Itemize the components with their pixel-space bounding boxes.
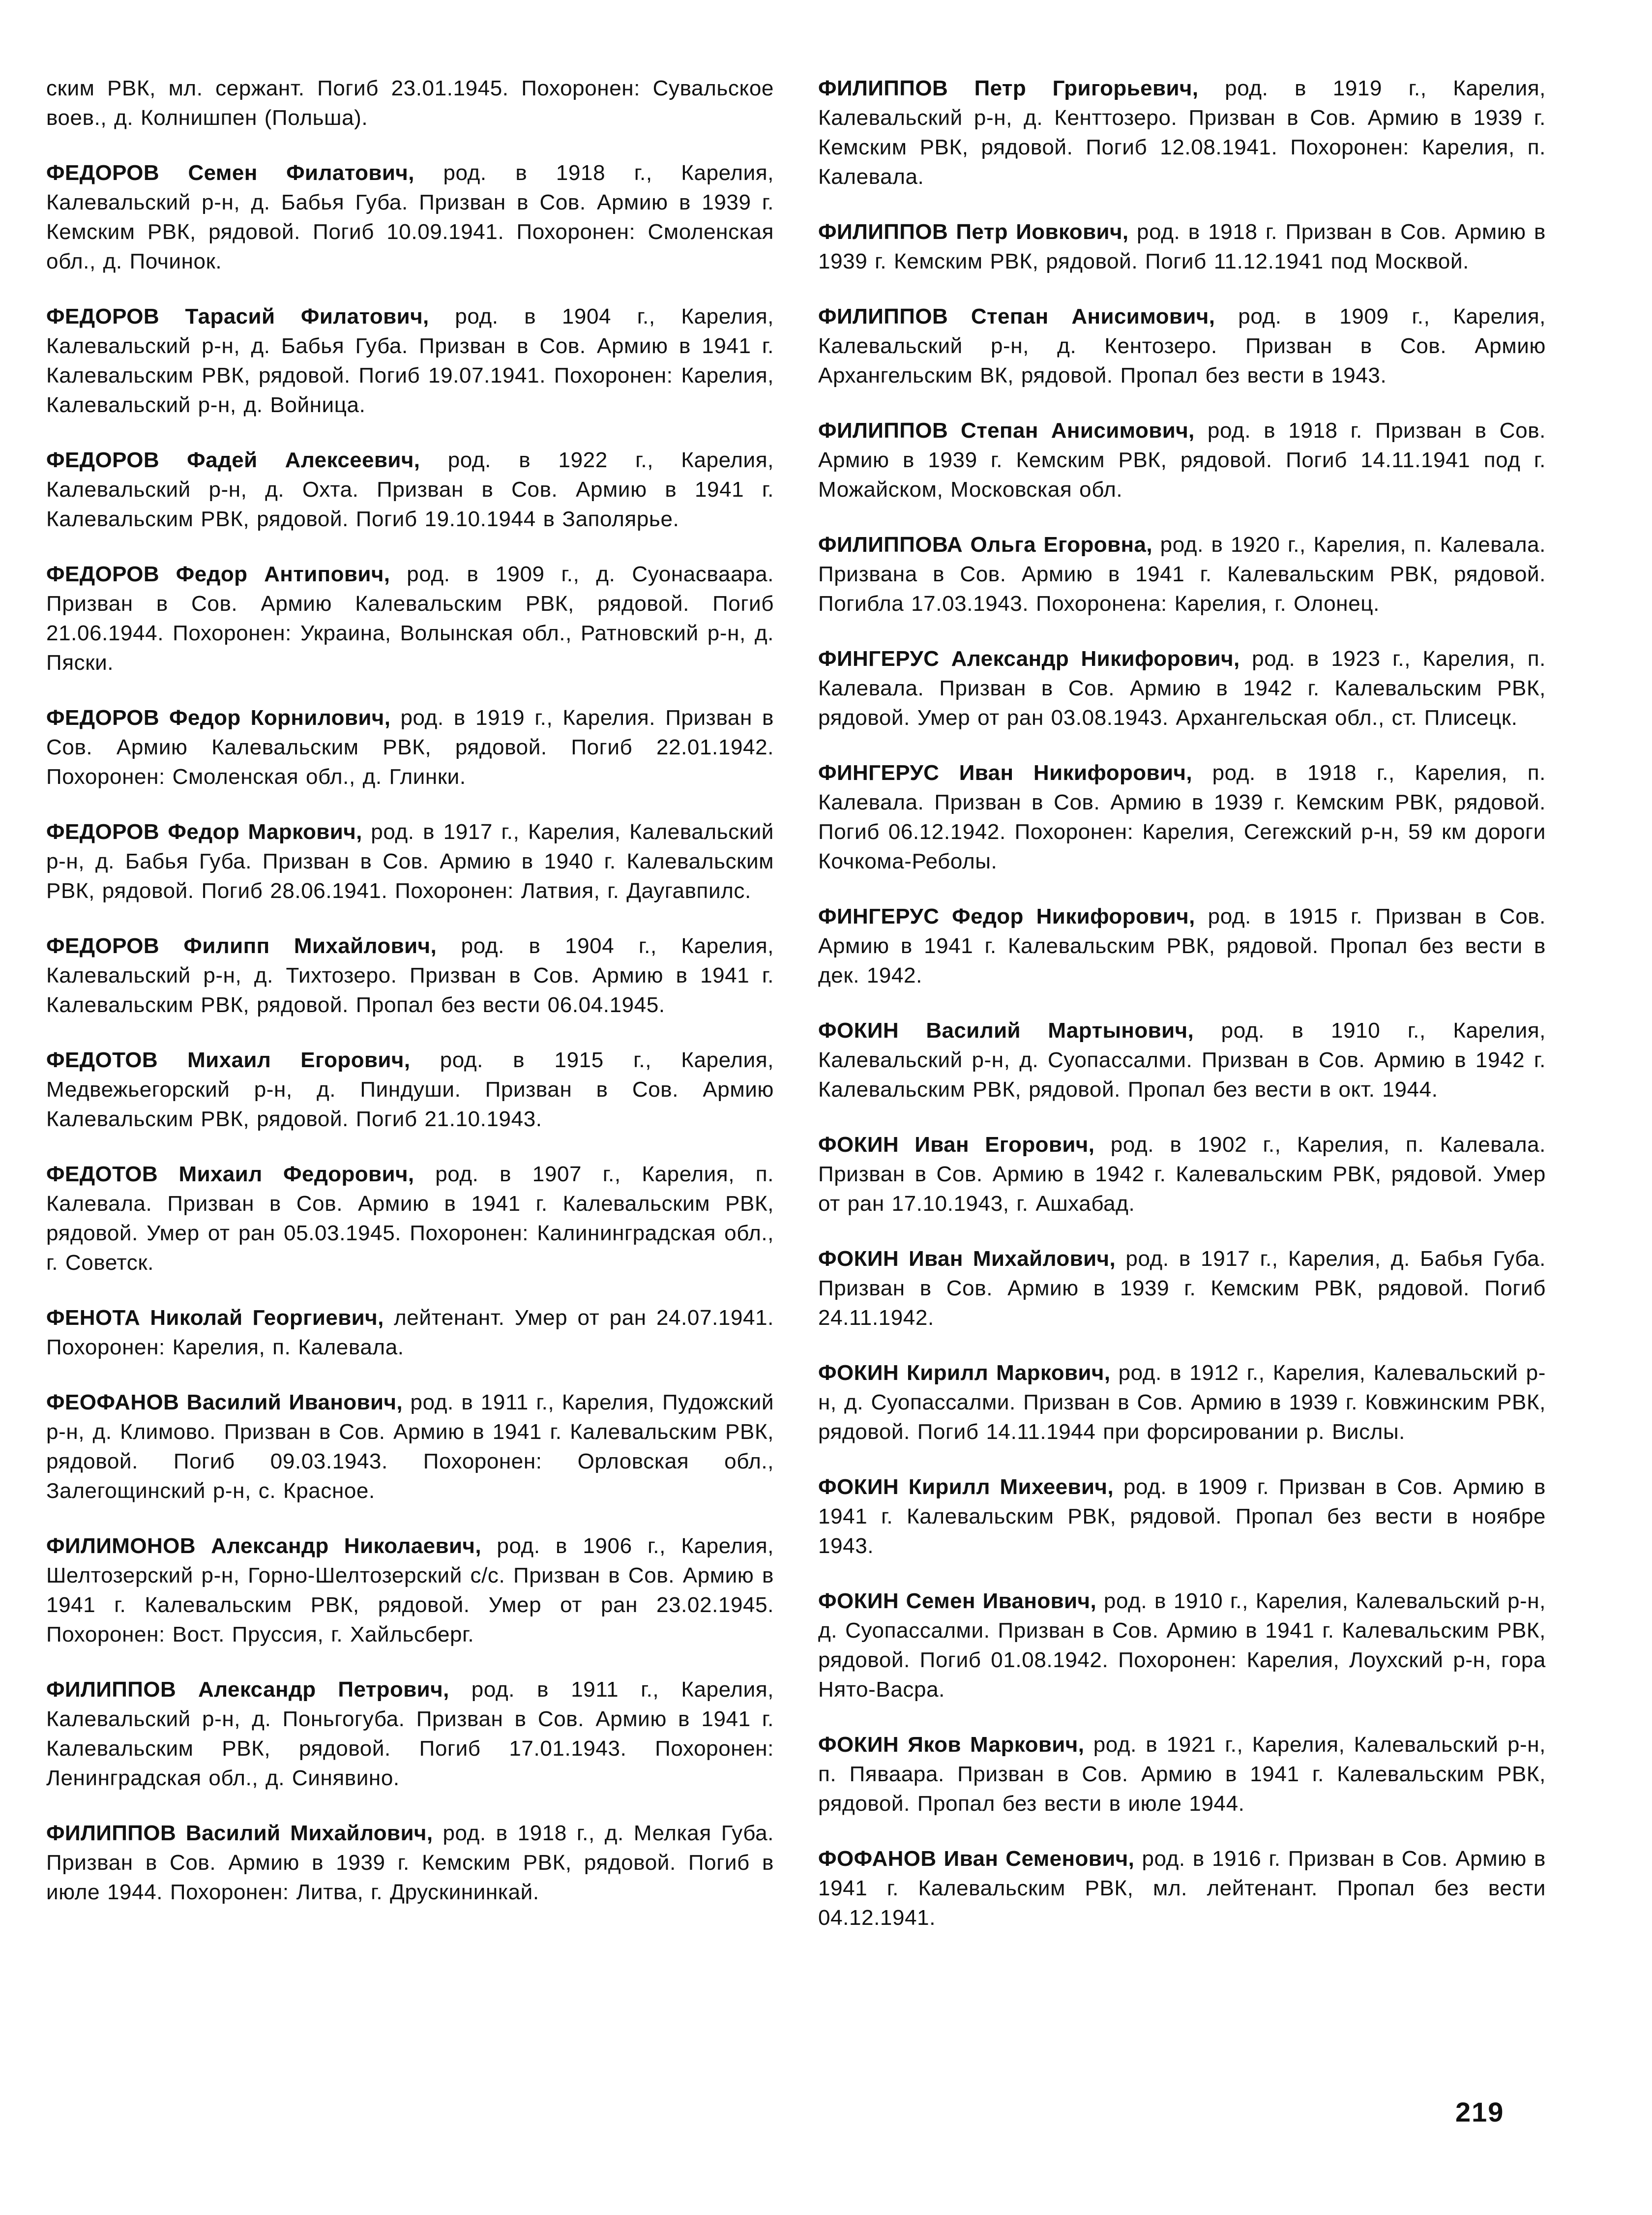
entry-text: род. в 1910 г., Карелия, Калевальский р-н, д. Суопассалми. Призван в Сов. Армию в 1941 г. Калевальским РВК, рядовой. Погиб 01.08.1942. Похоронен: Карелия, Лоухский р-н, гора Нято-Васра. <box>818 1589 1546 1702</box>
entry-text: род. в 1911 г., Карелия, Пудожский р-н, д. Климово. Призван в Сов. Армию в 1941 г. Калевальским РВК, рядовой. Погиб 09.03.1943. Похоронен: Орловская обл., Залегощинский р-н, с. Красное. <box>46 1390 774 1503</box>
entry-text: род. в 1917 г., Карелия, д. Бабья Губа. Призван в Сов. Армию в 1939 г. Кемским РВК, рядовой. Погиб 24.11.1942. <box>818 1247 1546 1330</box>
entry-name: ФИЛИППОВ Василий Михайлович, <box>46 1821 433 1845</box>
memorial-entry <box>46 1675 774 1793</box>
entry-name: ФЕДОРОВ Филипп Михайлович, <box>46 934 437 958</box>
entry-text: род. в 1918 г. Призван в Сов. Армию в 1939 г. Кемским РВК, рядовой. Погиб 14.11.1941 под г. Можайском, Московская обл. <box>818 419 1546 502</box>
left-column <box>46 74 774 1933</box>
memorial-entry <box>818 1472 1546 1561</box>
entry-text: род. в 1915 г. Призван в Сов. Армию в 1941 г. Калевальским РВК, рядовой. Пропал без вести в дек. 1942. <box>818 904 1546 988</box>
memorial-entry <box>818 902 1546 990</box>
entry-name: ФЕДОРОВ Тарасий Филатович, <box>46 304 429 329</box>
memorial-entry <box>46 74 774 133</box>
entry-name: ФЕДОРОВ Федор Маркович, <box>46 820 362 844</box>
entry-name: ФЕДОТОВ Михаил Егорович, <box>46 1048 411 1072</box>
entry-text: род. в 1915 г., Карелия, Медвежьегорский р-н, д. Пиндуши. Призван в Сов. Армию Калевальским РВК, рядовой. Погиб 21.10.1943. <box>46 1048 774 1131</box>
entry-name: ФИНГЕРУС Иван Никифорович, <box>818 761 1193 785</box>
entry-name: ФЕДОТОВ Михаил Федорович, <box>46 1162 414 1186</box>
entry-text: ским РВК, мл. сержант. Погиб 23.01.1945. Похоронен: Сувальское воев., д. Колнишпен (Польша). <box>46 76 774 130</box>
memorial-entry <box>818 644 1546 733</box>
memorial-entry <box>818 416 1546 505</box>
memorial-entry <box>818 758 1546 876</box>
entry-text: род. в 1911 г., Карелия, Калевальский р-н, д. Поньгогуба. Призван в Сов. Армию в 1941 г. Калевальским РВК, рядовой. Погиб 17.01.1943. Похоронен: Ленинградская обл., д. Синявино. <box>46 1677 774 1790</box>
entry-text: род. в 1912 г., Карелия, Калевальский р-н, д. Суопассалми. Призван в Сов. Армию в 1939 г. Ковжинским РВК, рядовой. Погиб 14.11.1944 при форсировании р. Вислы. <box>818 1361 1546 1444</box>
entry-text: род. в 1919 г., Карелия, Калевальский р-н, д. Кенттозеро. Призван в Сов. Армию в 1939 г. Кемским РВК, рядовой. Погиб 12.08.1941. Похоронен: Карелия, п. Калевала. <box>818 76 1546 189</box>
entry-name: ФИНГЕРУС Александр Никифорович, <box>818 647 1240 671</box>
entry-text: род. в 1909 г., Карелия, Калевальский р-н, д. Кентозеро. Призван в Сов. Армию Архангельским ВК, рядовой. Пропал без вести в 1943. <box>818 304 1546 388</box>
entry-text: род. в 1902 г., Карелия, п. Калевала. Призван в Сов. Армию в 1942 г. Калевальским РВК, рядовой. Умер от ран 17.10.1943, г. Ашхабад. <box>818 1133 1546 1216</box>
memorial-entry <box>818 1244 1546 1333</box>
memorial-entry <box>46 817 774 906</box>
right-column <box>818 74 1546 1958</box>
memorial-entry <box>818 1358 1546 1447</box>
entry-name: ФИЛИППОВ Степан Анисимович, <box>818 419 1195 443</box>
entry-text: род. в 1907 г., Карелия, п. Калевала. Призван в Сов. Армию в 1941 г. Калевальским РВК, рядовой. Умер от ран 05.03.1945. Похоронен: Калининградская обл., г. Советск. <box>46 1162 774 1275</box>
entry-text: род. в 1909 г. Призван в Сов. Армию в 1941 г. Калевальским РВК, рядовой. Пропал без вести в ноябре 1943. <box>818 1475 1546 1558</box>
memorial-entry <box>46 446 774 534</box>
memorial-entry <box>818 302 1546 390</box>
entry-name: ФИЛИППОВ Петр Иовкович, <box>818 220 1129 244</box>
memorial-entry <box>818 217 1546 276</box>
memorial-entry <box>818 530 1546 619</box>
memorial-entry <box>818 1730 1546 1819</box>
entry-name: ФИЛИППОВА Ольга Егоровна, <box>818 533 1153 557</box>
entry-text: род. в 1916 г. Призван в Сов. Армию в 1941 г. Калевальским РВК, мл. лейтенант. Пропал без вести 04.12.1941. <box>818 1847 1546 1930</box>
entry-name: ФОКИН Василий Мартынович, <box>818 1018 1194 1043</box>
entry-name: ФОКИН Яков Маркович, <box>818 1733 1085 1757</box>
memorial-entry <box>46 1819 774 1907</box>
memorial-entry <box>46 1303 774 1362</box>
memorial-entry <box>46 560 774 678</box>
page-number: 219 <box>1455 2096 1504 2127</box>
entry-name: ФЕОФАНОВ Василий Иванович, <box>46 1390 403 1414</box>
entry-name: ФЕДОРОВ Федор Антипович, <box>46 562 390 586</box>
memorial-entry <box>818 1844 1546 1933</box>
entry-text: род. в 1906 г., Карелия, Шелтозерский р-н, Горно-Шелтозерский с/с. Призван в Сов. Армию в 1941 г. Калевальским РВК, рядовой. Умер от ран 23.02.1945. Похоронен: Вост. Пруссия, г. Хайльсберг. <box>46 1534 774 1646</box>
memorial-entry <box>46 302 774 420</box>
entry-name: ФОКИН Семен Иванович, <box>818 1589 1097 1613</box>
entry-name: ФОКИН Кирилл Маркович, <box>818 1361 1111 1385</box>
entry-text: род. в 1904 г., Карелия, Калевальский р-н, д. Тихтозеро. Призван в Сов. Армию в 1941 г. Калевальским РВК, рядовой. Пропал без вести 06.04.1945. <box>46 934 774 1017</box>
entry-name: ФОФАНОВ Иван Семенович, <box>818 1847 1135 1871</box>
entry-name: ФИЛИМОНОВ Александр Николаевич, <box>46 1534 481 1558</box>
entry-name: ФОКИН Иван Егорович, <box>818 1133 1095 1157</box>
entry-text: род. в 1918 г., д. Мелкая Губа. Призван в Сов. Армию в 1939 г. Кемским РВК, рядовой. Погиб в июле 1944. Похоронен: Литва, г. Друскининкай. <box>46 1821 774 1904</box>
entry-text: лейтенант. Умер от ран 24.07.1941. Похоронен: Карелия, п. Калевала. <box>46 1306 774 1359</box>
entry-text: род. в 1922 г., Карелия, Калевальский р-н, д. Охта. Призван в Сов. Армию в 1941 г. Калевальским РВК, рядовой. Погиб 19.10.1944 в Заполярье. <box>46 448 774 531</box>
entry-text: род. в 1918 г., Карелия, п. Калевала. Призван в Сов. Армию в 1939 г. Кемским РВК, рядовой. Погиб 06.12.1942. Похоронен: Карелия, Сегежский р-н, 59 км дороги Кочкома-Реболы. <box>818 761 1546 873</box>
memorial-entry <box>818 1586 1546 1705</box>
entry-text: род. в 1909 г., д. Суонасваара. Призван в Сов. Армию Калевальским РВК, рядовой. Погиб 21.06.1944. Похоронен: Украина, Волынская обл., Ратновский р-н, д. Пяски. <box>46 562 774 675</box>
memorial-entry <box>46 1160 774 1278</box>
entry-name: ФЕДОРОВ Семен Филатович, <box>46 161 414 185</box>
entry-text: род. в 1923 г., Карелия, п. Калевала. Призван в Сов. Армию в 1942 г. Калевальским РВК, рядовой. Умер от ран 03.08.1943. Архангельская обл., ст. Плисецк. <box>818 647 1546 730</box>
memorial-entry <box>46 1046 774 1134</box>
entry-name: ФЕДОРОВ Фадей Алексеевич, <box>46 448 420 472</box>
entry-text: род. в 1904 г., Карелия, Калевальский р-н, д. Бабья Губа. Призван в Сов. Армию в 1941 г. Калевальским РВК, рядовой. Погиб 19.07.1941. Похоронен: Карелия, Калевальский р-н, д. Войница. <box>46 304 774 417</box>
memorial-entry <box>818 1016 1546 1105</box>
memorial-entry <box>46 703 774 792</box>
entry-name: ФЕДОРОВ Федор Корнилович, <box>46 706 391 730</box>
entry-text: род. в 1918 г. Призван в Сов. Армию в 1939 г. Кемским РВК, рядовой. Погиб 11.12.1941 под Москвой. <box>818 220 1546 273</box>
entry-text: род. в 1919 г., Карелия. Призван в Сов. Армию Калевальским РВК, рядовой. Погиб 22.01.1942. Похоронен: Смоленская обл., д. Глинки. <box>46 706 774 789</box>
memorial-entry <box>46 931 774 1020</box>
memorial-entry <box>46 1531 774 1649</box>
memorial-entry <box>46 1388 774 1506</box>
entry-name: ФЕНОТА Николай Георгиевич, <box>46 1306 384 1330</box>
entry-text: род. в 1920 г., Карелия, п. Калевала. Призвана в Сов. Армию в 1941 г. Калевальским РВК, рядовой. Погибла 17.03.1943. Похоронена: Карелия, г. Олонец. <box>818 533 1546 616</box>
entry-name: ФОКИН Иван Михайлович, <box>818 1247 1116 1271</box>
entry-name: ФОКИН Кирилл Михеевич, <box>818 1475 1114 1499</box>
entry-text: род. в 1918 г., Карелия, Калевальский р-н, д. Бабья Губа. Призван в Сов. Армию в 1939 г. Кемским РВК, рядовой. Погиб 10.09.1941. Похоронен: Смоленская обл., д. Починок. <box>46 161 774 273</box>
entry-text: род. в 1917 г., Карелия, Калевальский р-н, д. Бабья Губа. Призван в Сов. Армию в 1940 г. Калевальским РВК, рядовой. Погиб 28.06.1941. Похоронен: Латвия, г. Даугавпилс. <box>46 820 774 903</box>
entry-name: ФИНГЕРУС Федор Никифорович, <box>818 904 1195 928</box>
entry-text: род. в 1910 г., Карелия, Калевальский р-н, д. Суопассалми. Призван в Сов. Армию в 1942 г. Калевальским РВК, рядовой. Пропал без вести в окт. 1944. <box>818 1018 1546 1102</box>
memorial-entry <box>818 74 1546 192</box>
entry-text: род. в 1921 г., Карелия, Калевальский р-н, п. Пяваара. Призван в Сов. Армию в 1941 г. Калевальским РВК, рядовой. Пропал без вести в июле 1944. <box>818 1733 1546 1816</box>
entry-name: ФИЛИППОВ Петр Григорьевич, <box>818 76 1199 100</box>
memorial-entry <box>818 1130 1546 1219</box>
entry-name: ФИЛИППОВ Александр Петрович, <box>46 1677 449 1702</box>
memorial-entry <box>46 158 774 276</box>
entry-name: ФИЛИППОВ Степан Анисимович, <box>818 304 1215 329</box>
